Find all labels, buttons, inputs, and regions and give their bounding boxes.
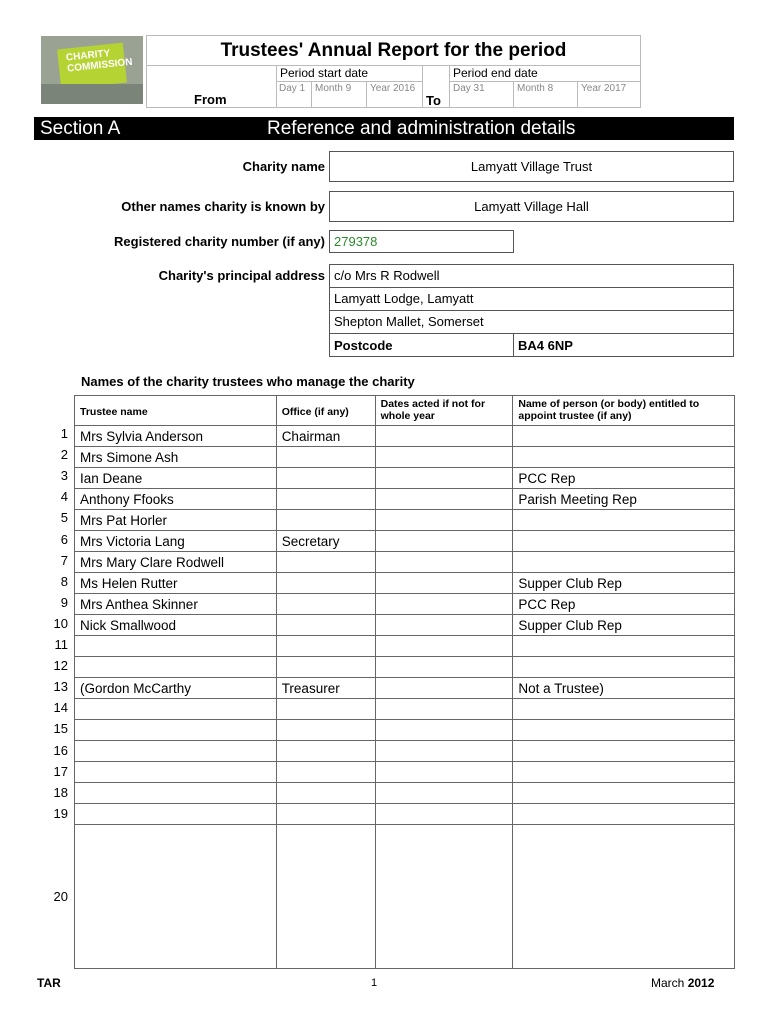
cell-dates[interactable] xyxy=(375,804,513,825)
table-row xyxy=(75,636,735,657)
table-row xyxy=(75,615,735,636)
table-row xyxy=(75,573,735,594)
cell-office[interactable] xyxy=(276,615,375,636)
cell-office[interactable] xyxy=(276,447,375,468)
cell-appointer[interactable] xyxy=(513,783,735,804)
cell-office[interactable] xyxy=(276,552,375,573)
end-day[interactable]: Day 31 xyxy=(453,83,485,94)
cell-dates[interactable] xyxy=(375,678,513,699)
cell-name[interactable]: Mrs Victoria Lang xyxy=(75,531,277,552)
cell-appointer[interactable]: PCC Rep xyxy=(513,468,735,489)
cell-appointer[interactable] xyxy=(513,510,735,531)
cell-appointer[interactable]: Parish Meeting Rep xyxy=(513,489,735,510)
reg-number-field[interactable]: 279378 xyxy=(329,230,514,253)
cell-dates[interactable] xyxy=(375,615,513,636)
page-title: Trustees' Annual Report for the period xyxy=(220,40,567,61)
cell-name[interactable]: Mrs Sylvia Anderson xyxy=(75,426,277,447)
cell-appointer[interactable]: Not a Trustee) xyxy=(513,678,735,699)
row-number: 11 xyxy=(54,637,68,652)
table-row xyxy=(75,825,735,969)
start-year[interactable]: Year 2016 xyxy=(370,83,416,94)
cell-dates[interactable] xyxy=(375,531,513,552)
table-row xyxy=(75,552,735,573)
cell-dates[interactable] xyxy=(375,573,513,594)
cell-office[interactable] xyxy=(276,741,375,762)
cell-office[interactable] xyxy=(276,804,375,825)
cell-name[interactable]: Nick Smallwood xyxy=(75,615,277,636)
cell-name[interactable]: Ian Deane xyxy=(75,468,277,489)
cell-office[interactable]: Treasurer xyxy=(276,678,375,699)
cell-appointer[interactable] xyxy=(513,825,735,969)
table-row xyxy=(75,741,735,762)
cell-office[interactable] xyxy=(276,825,375,969)
cell-appointer[interactable]: PCC Rep xyxy=(513,594,735,615)
cell-office[interactable] xyxy=(276,594,375,615)
cell-office[interactable]: Chairman xyxy=(276,426,375,447)
cell-dates[interactable] xyxy=(375,636,513,657)
cell-dates[interactable] xyxy=(375,720,513,741)
charity-name-field[interactable]: Lamyatt Village Trust xyxy=(329,151,734,182)
cell-appointer[interactable]: Supper Club Rep xyxy=(513,573,735,594)
cell-dates[interactable] xyxy=(375,783,513,804)
row-number: 15 xyxy=(53,721,68,737)
cell-dates[interactable] xyxy=(375,699,513,720)
to-label: To xyxy=(426,93,441,108)
address-line-2: Lamyatt Lodge, Lamyatt xyxy=(334,291,474,306)
trustees-heading: Names of the charity trustees who manage the charity xyxy=(81,374,415,389)
cell-appointer[interactable] xyxy=(513,552,735,573)
row-number: 9 xyxy=(60,594,68,610)
cell-name[interactable]: Anthony Ffooks xyxy=(75,489,277,510)
address-label: Charity's principal address xyxy=(158,268,325,283)
cell-office[interactable] xyxy=(276,762,375,783)
cell-appointer[interactable] xyxy=(513,762,735,783)
cell-name[interactable] xyxy=(75,762,277,783)
cell-name[interactable]: Mrs Pat Horler xyxy=(75,510,277,531)
section-bar xyxy=(34,117,734,140)
footer-page-number: 1 xyxy=(371,977,378,989)
cell-dates[interactable] xyxy=(375,447,513,468)
trustees-table xyxy=(74,395,735,969)
row-number: 20 xyxy=(53,888,68,904)
footer-date xyxy=(651,976,714,990)
start-month[interactable]: Month 9 xyxy=(315,83,352,94)
cell-appointer[interactable]: Supper Club Rep xyxy=(513,615,735,636)
table-row xyxy=(75,426,735,447)
row-number: 14 xyxy=(53,700,68,716)
cell-name[interactable] xyxy=(75,699,277,720)
cell-name[interactable] xyxy=(75,741,277,762)
address-line-3: Shepton Mallet, Somerset xyxy=(334,314,484,329)
row-number: 12 xyxy=(53,658,68,674)
cell-appointer[interactable] xyxy=(513,447,735,468)
cell-name[interactable]: (Gordon McCarthy xyxy=(75,678,277,699)
row-number: 6 xyxy=(60,531,68,547)
table-header-row xyxy=(75,396,735,426)
charity-commission-logo xyxy=(41,36,143,104)
footer-date-month: March xyxy=(651,976,685,990)
table-row xyxy=(75,594,735,615)
cell-appointer[interactable] xyxy=(513,720,735,741)
end-year[interactable]: Year 2017 xyxy=(581,83,627,94)
charity-name-label: Charity name xyxy=(242,159,325,174)
cell-appointer[interactable] xyxy=(513,426,735,447)
table-row xyxy=(75,657,735,678)
cell-office[interactable] xyxy=(276,489,375,510)
table-row xyxy=(75,762,735,783)
start-day[interactable]: Day 1 xyxy=(279,83,306,94)
row-number: 18 xyxy=(53,784,68,800)
footer-date-year: 2012 xyxy=(687,976,715,990)
row-number: 2 xyxy=(60,447,68,463)
end-month[interactable]: Month 8 xyxy=(517,83,554,94)
period-end-label: Period end date xyxy=(453,66,538,80)
table-row xyxy=(75,699,735,720)
cell-name[interactable]: Mrs Mary Clare Rodwell xyxy=(75,552,277,573)
table-row xyxy=(75,447,735,468)
row-number: 16 xyxy=(53,742,68,758)
table-row xyxy=(75,489,735,510)
section-title: Reference and administration details xyxy=(267,118,576,139)
cell-dates[interactable] xyxy=(375,426,513,447)
table-row xyxy=(75,720,735,741)
cell-appointer[interactable] xyxy=(513,657,735,678)
cell-name[interactable] xyxy=(75,657,277,678)
other-names-label: Other names charity is known by xyxy=(121,199,325,214)
address-line-1: c/o Mrs R Rodwell xyxy=(334,268,440,283)
table-row xyxy=(75,468,735,489)
cell-dates[interactable] xyxy=(375,594,513,615)
cell-name[interactable]: Mrs Anthea Skinner xyxy=(75,594,277,615)
cell-office[interactable]: Secretary xyxy=(276,531,375,552)
other-names-field[interactable]: Lamyatt Village Hall xyxy=(329,191,734,222)
col-appointer: Name of person (or body) entitled to appoint trustee (if any) xyxy=(513,396,735,426)
cell-dates[interactable] xyxy=(375,552,513,573)
cell-dates[interactable] xyxy=(375,657,513,678)
postcode-value[interactable]: BA4 6NP xyxy=(518,338,573,353)
from-label: From xyxy=(194,92,227,107)
row-number: 3 xyxy=(60,468,68,484)
cell-appointer[interactable] xyxy=(513,741,735,762)
row-number: 10 xyxy=(53,615,68,631)
cell-appointer[interactable] xyxy=(513,636,735,657)
cell-office[interactable] xyxy=(276,657,375,678)
row-number: 5 xyxy=(60,510,68,526)
cell-dates[interactable] xyxy=(375,489,513,510)
row-number: 19 xyxy=(53,805,68,821)
row-number: 13 xyxy=(53,679,68,695)
cell-dates[interactable] xyxy=(375,741,513,762)
cell-dates[interactable] xyxy=(375,825,513,969)
postcode-label: Postcode xyxy=(334,338,393,353)
cell-appointer[interactable] xyxy=(513,699,735,720)
cell-office[interactable] xyxy=(276,636,375,657)
table-row xyxy=(75,510,735,531)
cell-appointer[interactable] xyxy=(513,804,735,825)
cell-office[interactable] xyxy=(276,573,375,594)
row-number: 4 xyxy=(60,489,68,505)
cell-appointer[interactable] xyxy=(513,531,735,552)
cell-name[interactable] xyxy=(75,636,277,657)
cell-office[interactable] xyxy=(276,510,375,531)
cell-dates[interactable] xyxy=(375,468,513,489)
logo-sign: CHARITY COMMISSION xyxy=(57,43,127,90)
col-dates: Dates acted if not for whole year xyxy=(375,396,513,426)
col-office: Office (if any) xyxy=(276,396,375,426)
table-row xyxy=(75,783,735,804)
section-label: Section A xyxy=(40,118,121,139)
cell-name[interactable]: Mrs Simone Ash xyxy=(75,447,277,468)
cell-office[interactable] xyxy=(276,720,375,741)
row-number: 8 xyxy=(60,573,68,589)
table-row xyxy=(75,678,735,699)
cell-office[interactable] xyxy=(276,699,375,720)
cell-office[interactable] xyxy=(276,783,375,804)
table-row xyxy=(75,531,735,552)
footer-form-code: TAR xyxy=(37,976,61,990)
cell-name[interactable] xyxy=(75,720,277,741)
cell-name[interactable]: Ms Helen Rutter xyxy=(75,573,277,594)
cell-name[interactable] xyxy=(75,804,277,825)
row-number: 7 xyxy=(60,552,68,568)
cell-name[interactable] xyxy=(75,825,277,969)
period-start-label: Period start date xyxy=(280,66,369,80)
cell-dates[interactable] xyxy=(375,510,513,531)
cell-office[interactable] xyxy=(276,468,375,489)
row-number: 1 xyxy=(60,426,68,441)
cell-name[interactable] xyxy=(75,783,277,804)
col-trustee-name: Trustee name xyxy=(75,396,277,426)
table-row xyxy=(75,804,735,825)
cell-dates[interactable] xyxy=(375,762,513,783)
reg-number-label: Registered charity number (if any) xyxy=(114,234,325,249)
row-number: 17 xyxy=(53,763,68,779)
